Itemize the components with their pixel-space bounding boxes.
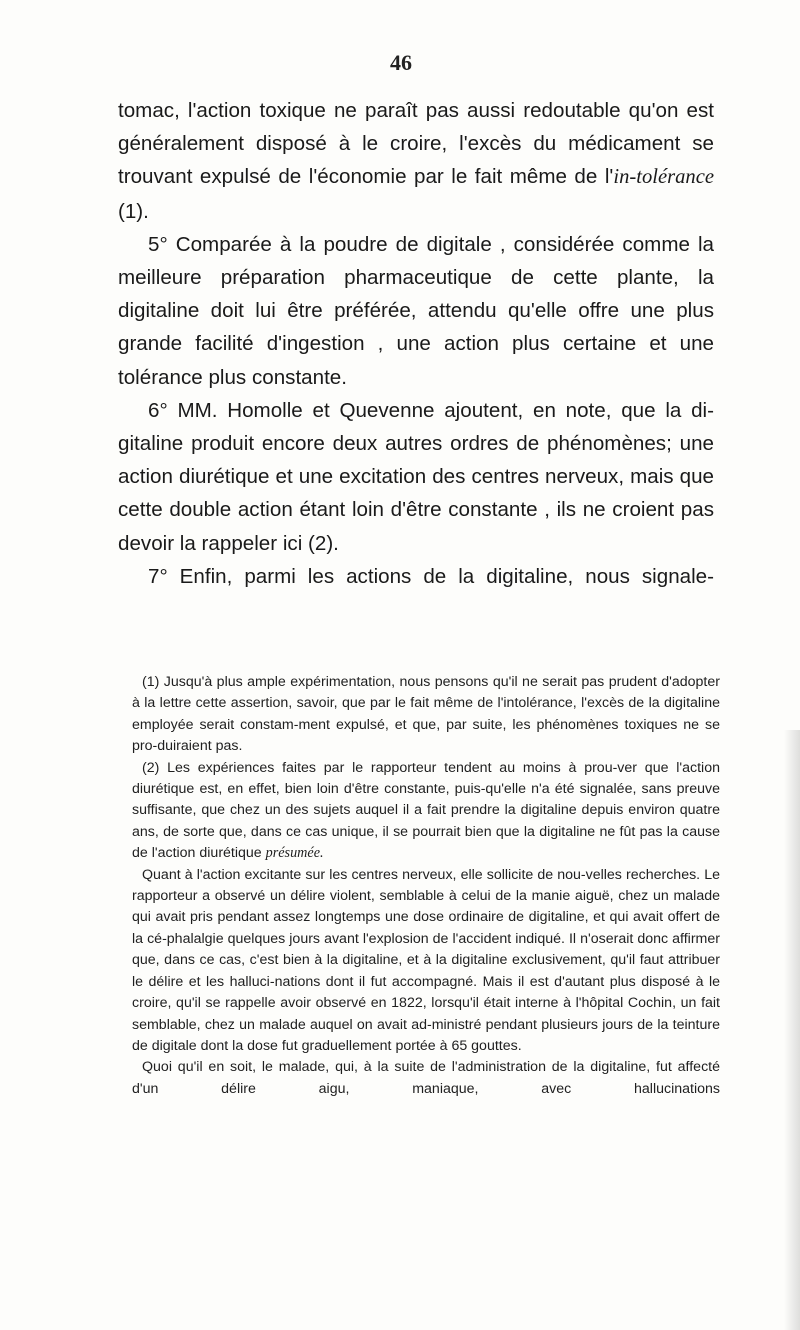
main-text [118, 94, 714, 593]
page-edge-shadow [784, 730, 800, 1330]
paragraph-2: 5° Comparée à la poudre de digitale , considérée comme la meilleure préparation pharmaceutique de cette plante, la digitaline doit lui être préférée, attendu qu'elle offre une plus grande facilité d'ingestion , une action plus certaine et une tolérance plus constante. [118, 232, 714, 389]
footnote-1: (1) Jusqu'à plus ample expérimentation, nous pensons qu'il ne serait pas prudent d'adopter à la lettre cette assertion, savoir, que par le fait même de l'intolérance, l'excès de la digitaline employée serait constam-ment expulsé, et que, par suite, les phénomènes toxiques ne se pro-duiraient pas. [132, 674, 720, 755]
paragraph-1-emphasis: in-tolérance [613, 166, 714, 189]
footnote-2-final: Quoi qu'il en soit, le malade, qui, à la suite de l'administration de la digitaline, fut affecté d'un délire aigu, maniaque, avec hallucinations [132, 1059, 720, 1097]
paragraph-4: 7° Enfin, parmi les actions de la digitaline, nous signale- [148, 564, 714, 588]
footnote-2-text: (2) Les expériences faites par le rapporteur tendent au moins à prou-ver que l'action diurétique est, en effet, bien loin d'être constante, puis-qu'elle n'a été signalée, sans preuve suffisante, que chez un des sujets auquel il a fait prendre la digitaline depuis environ quatre ans, de sorte que, dans ce cas unique, il se pourrait bien que la digitaline ne fût pas la cause de l'action diurétique [132, 759, 720, 862]
paragraph-1 [118, 94, 714, 228]
footnote-2-emphasis: présumée. [265, 845, 324, 862]
page-number: 46 [390, 50, 412, 75]
paragraph-1-end: (1). [118, 199, 149, 223]
paragraph-3: 6° MM. Homolle et Quevenne ajoutent, en note, que la di-gitaline produit encore deux autres ordres de phénomènes; une action diurétique et une excitation des centres nerveux, mais que cette double action étant loin d'être constante , ils ne croient pas devoir la rappeler ici (2). [118, 398, 714, 555]
footnote-2-continued: Quant à l'action excitante sur les centres nerveux, elle sollicite de nou-velles recherches. Le rapporteur a observé un délire violent, semblable à celui de la manie aiguë, chez un malade qui avait pris pendant assez longtemps une dose ordinaire de digitaline, et qui avait offert de la cé-phalalgie quelques jours avant l'explosion de l'accident indiqué. Il n'oserait donc affirmer que, dans ce cas, c'est bien à la digitaline, et à la digitaline exclusivement, qu'il faut attribuer le délire et les halluci-nations dont il fut accompagné. Mais il est d'autant plus disposé à le croire, qu'il se rappelle avoir observé en 1822, lorsqu'il était interne à l'hôpital Cochin, un fait semblable, chez un malade auquel on avait ad-ministré pendant plusieurs jours de la teinture de digitale dont la dose fut graduellement portée à 65 gouttes. [132, 866, 720, 1054]
paragraph-1-text: tomac, l'action toxique ne paraît pas aussi redoutable qu'on est généralement disposé à le croire, l'excès du médicament se trouvant expulsé de l'économie par le fait même de l' [118, 99, 714, 189]
footnote-2 [132, 758, 720, 865]
footnotes [132, 672, 720, 1100]
